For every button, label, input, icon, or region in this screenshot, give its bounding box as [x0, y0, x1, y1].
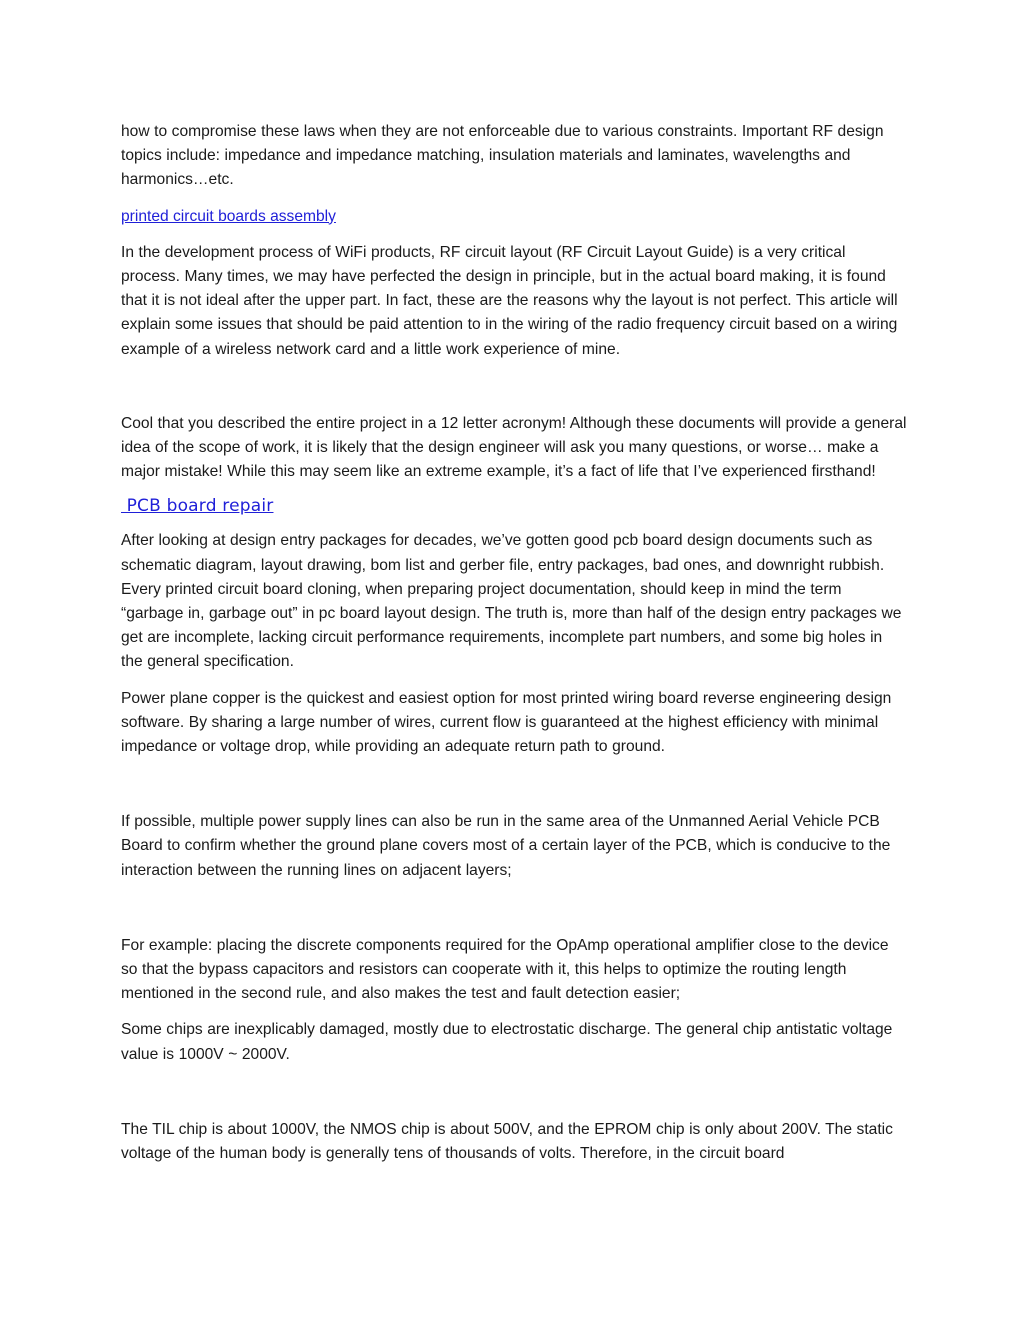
paragraph-project-acronym: Cool that you described the entire project in a 12 letter acronym! Although these documents will provide a general idea of the scope of work, it is likely that the design engineer will ask you many questions, or worse… make a major mistake! While this may seem like an extreme example, it’s a fact of life that I’ve experienced firsthand!: [121, 414, 907, 481]
document-page: [121, 120, 907, 1166]
paragraph-power-supply-lines: If possible, multiple power supply lines can also be run in the same area of the Unmanned Aerial Vehicle PCB Board to confirm whether the ground plane covers most of a certain layer of the PCB, which is conducive to the interaction between the running lines on adjacent layers;: [121, 813, 891, 879]
link-pcb-board-repair[interactable]: PCB board repair: [121, 496, 274, 517]
link-printed-circuit-boards-assembly[interactable]: printed circuit boards assembly: [121, 207, 336, 225]
paragraph-opamp-example: For example: placing the discrete components required for the OpAmp operational amplifier close to the device so that the bypass capacitors and resistors can cooperate with it, this helps to optimize the routing length mentioned in the second rule, and also makes the test and fault detection easier;: [121, 936, 889, 1003]
link-row-assembly: [121, 205, 907, 229]
link-row-repair: [121, 494, 907, 519]
paragraph-chip-voltages: The TIL chip is about 1000V, the NMOS chip is about 500V, and the EPROM chip is only about 200V. The static voltage of the human body is generally tens of thousands of volts. Therefore, in the circuit board: [121, 1120, 893, 1163]
paragraph-power-plane-copper: Power plane copper is the quickest and easiest option for most printed wiring board reverse engineering design software. By sharing a large number of wires, current flow is guaranteed at the highest efficiency with minimal impedance or voltage drop, while providing an adequate return path to ground.: [121, 689, 892, 756]
paragraph-rf-design-topics: how to compromise these laws when they are not enforceable due to various constraints. Important RF design topics include: impedance and impedance matching, insulation materials and laminates, wavelengths and harmonics…etc.: [121, 123, 884, 189]
paragraph-design-entry-packages: After looking at design entry packages for decades, we’ve gotten good pcb board design documents such as schematic diagram, layout drawing, bom list and gerber file, entry packages, bad ones, and downright rubbish. Every printed circuit board cloning, when preparing project documentation, should keep in mind the term “garbage in, garbage out” in pc board layout design. The truth is, more than half of the design entry packages we get are incomplete, lacking circuit performance requirements, incomplete part numbers, and some big holes in the general specification.: [121, 532, 902, 671]
paragraph-electrostatic-discharge: Some chips are inexplicably damaged, mostly due to electrostatic discharge. The general chip antistatic voltage value is 1000V ~ 2000V.: [121, 1021, 893, 1063]
paragraph-wifi-rf-layout: In the development process of WiFi products, RF circuit layout (RF Circuit Layout Guide) is a very critical process. Many times, we may have perfected the design in principle, but in the actual board making, it is found that it is not ideal after the upper part. In fact, these are the reasons why the layout is not perfect. This article will explain some issues that should be paid attention to in the wiring of the radio frequency circuit based on a wiring example of a wireless network card and a little work experience of mine.: [121, 243, 898, 358]
